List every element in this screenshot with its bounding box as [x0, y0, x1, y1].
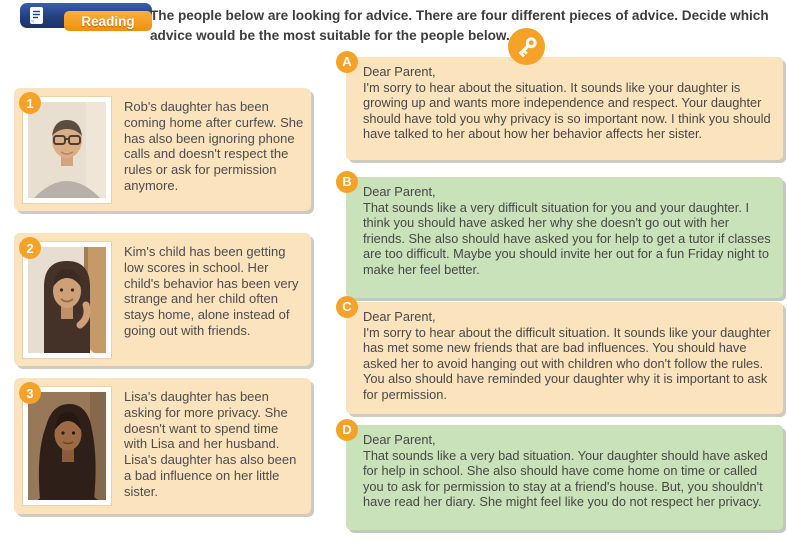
person-description: Kim's child has been getting low scores in school. Her child's behavior has been very strange and her child often stays home, alone instead of going out with friends. — [124, 244, 299, 338]
person-description: Lisa's daughter has been asking for more privacy. She doesn't want to spend time with Lisa and her husband. Lisa's daughter has also been a bad influence on her little sister. — [124, 389, 297, 499]
person-number-badge: 1 — [19, 92, 41, 114]
reading-badge-label: Reading — [64, 11, 152, 31]
advice-salutation: Dear Parent, — [363, 309, 436, 324]
advice-text: I'm sorry to hear about the situation. It sounds like your daughter is growing up and wants more independence and respect. Your daughter should have told you why privacy is so important now. I think you should have talked to her about how her behavior affects her sister. — [363, 79, 771, 142]
advice-card-c — [342, 299, 783, 414]
instructions-text: The people below are looking for advice. There are four different pieces of advice. Decide which advice would be the most suitable for the people below. — [150, 8, 769, 44]
reading-section-badge — [20, 3, 152, 31]
answer-key-icon — [508, 28, 545, 65]
advice-letter-badge: D — [336, 419, 358, 441]
advice-text: I'm sorry to hear about the difficult situation. It sounds like your daughter has met some new friends that are bad influences. You should have asked her to avoid hanging out with children who don't follow the rules. You also should have reminded your daughter why it is important to ask for permission. — [363, 324, 771, 403]
advice-salutation: Dear Parent, — [363, 64, 436, 79]
advice-text: That sounds like a very difficult situation for you and your daughter. I think you should have asked her why she doesn't go out with her friends. She also should have asked you for help to get a tutor if classes are too difficult. Maybe you should invite her out for a fun Friday night to make her feel better. — [363, 199, 771, 278]
document-icon — [26, 5, 48, 27]
advice-letter-badge: C — [336, 296, 358, 318]
person-card-2 — [14, 233, 311, 366]
person-number-badge: 2 — [19, 237, 41, 259]
advice-card-b — [342, 174, 783, 298]
advice-card-a — [342, 54, 783, 160]
person-photo-1 — [23, 97, 111, 203]
advice-letter-badge: B — [336, 171, 358, 193]
person-description: Rob's daughter has been coming home after curfew. She has also been ignoring phone calls and doesn't respect the rules or ask for permission anymore. — [124, 99, 304, 193]
advice-salutation: Dear Parent, — [363, 432, 436, 447]
advice-text: That sounds like a very bad situation. Your daughter should have asked for help in school. She also should have come home on time or called you to ask for permission to stay at a friend's house. But, you shouldn't have read her diary. She might feel like you do not respect her privacy. — [363, 447, 768, 510]
person-photo-2 — [23, 242, 111, 358]
advice-card-d — [342, 422, 783, 530]
person-number-badge: 3 — [19, 382, 41, 404]
advice-letter-badge: A — [336, 51, 358, 73]
person-card-3 — [14, 378, 311, 514]
person-photo-3 — [23, 387, 111, 505]
advice-salutation: Dear Parent, — [363, 184, 436, 199]
person-card-1 — [14, 88, 311, 211]
